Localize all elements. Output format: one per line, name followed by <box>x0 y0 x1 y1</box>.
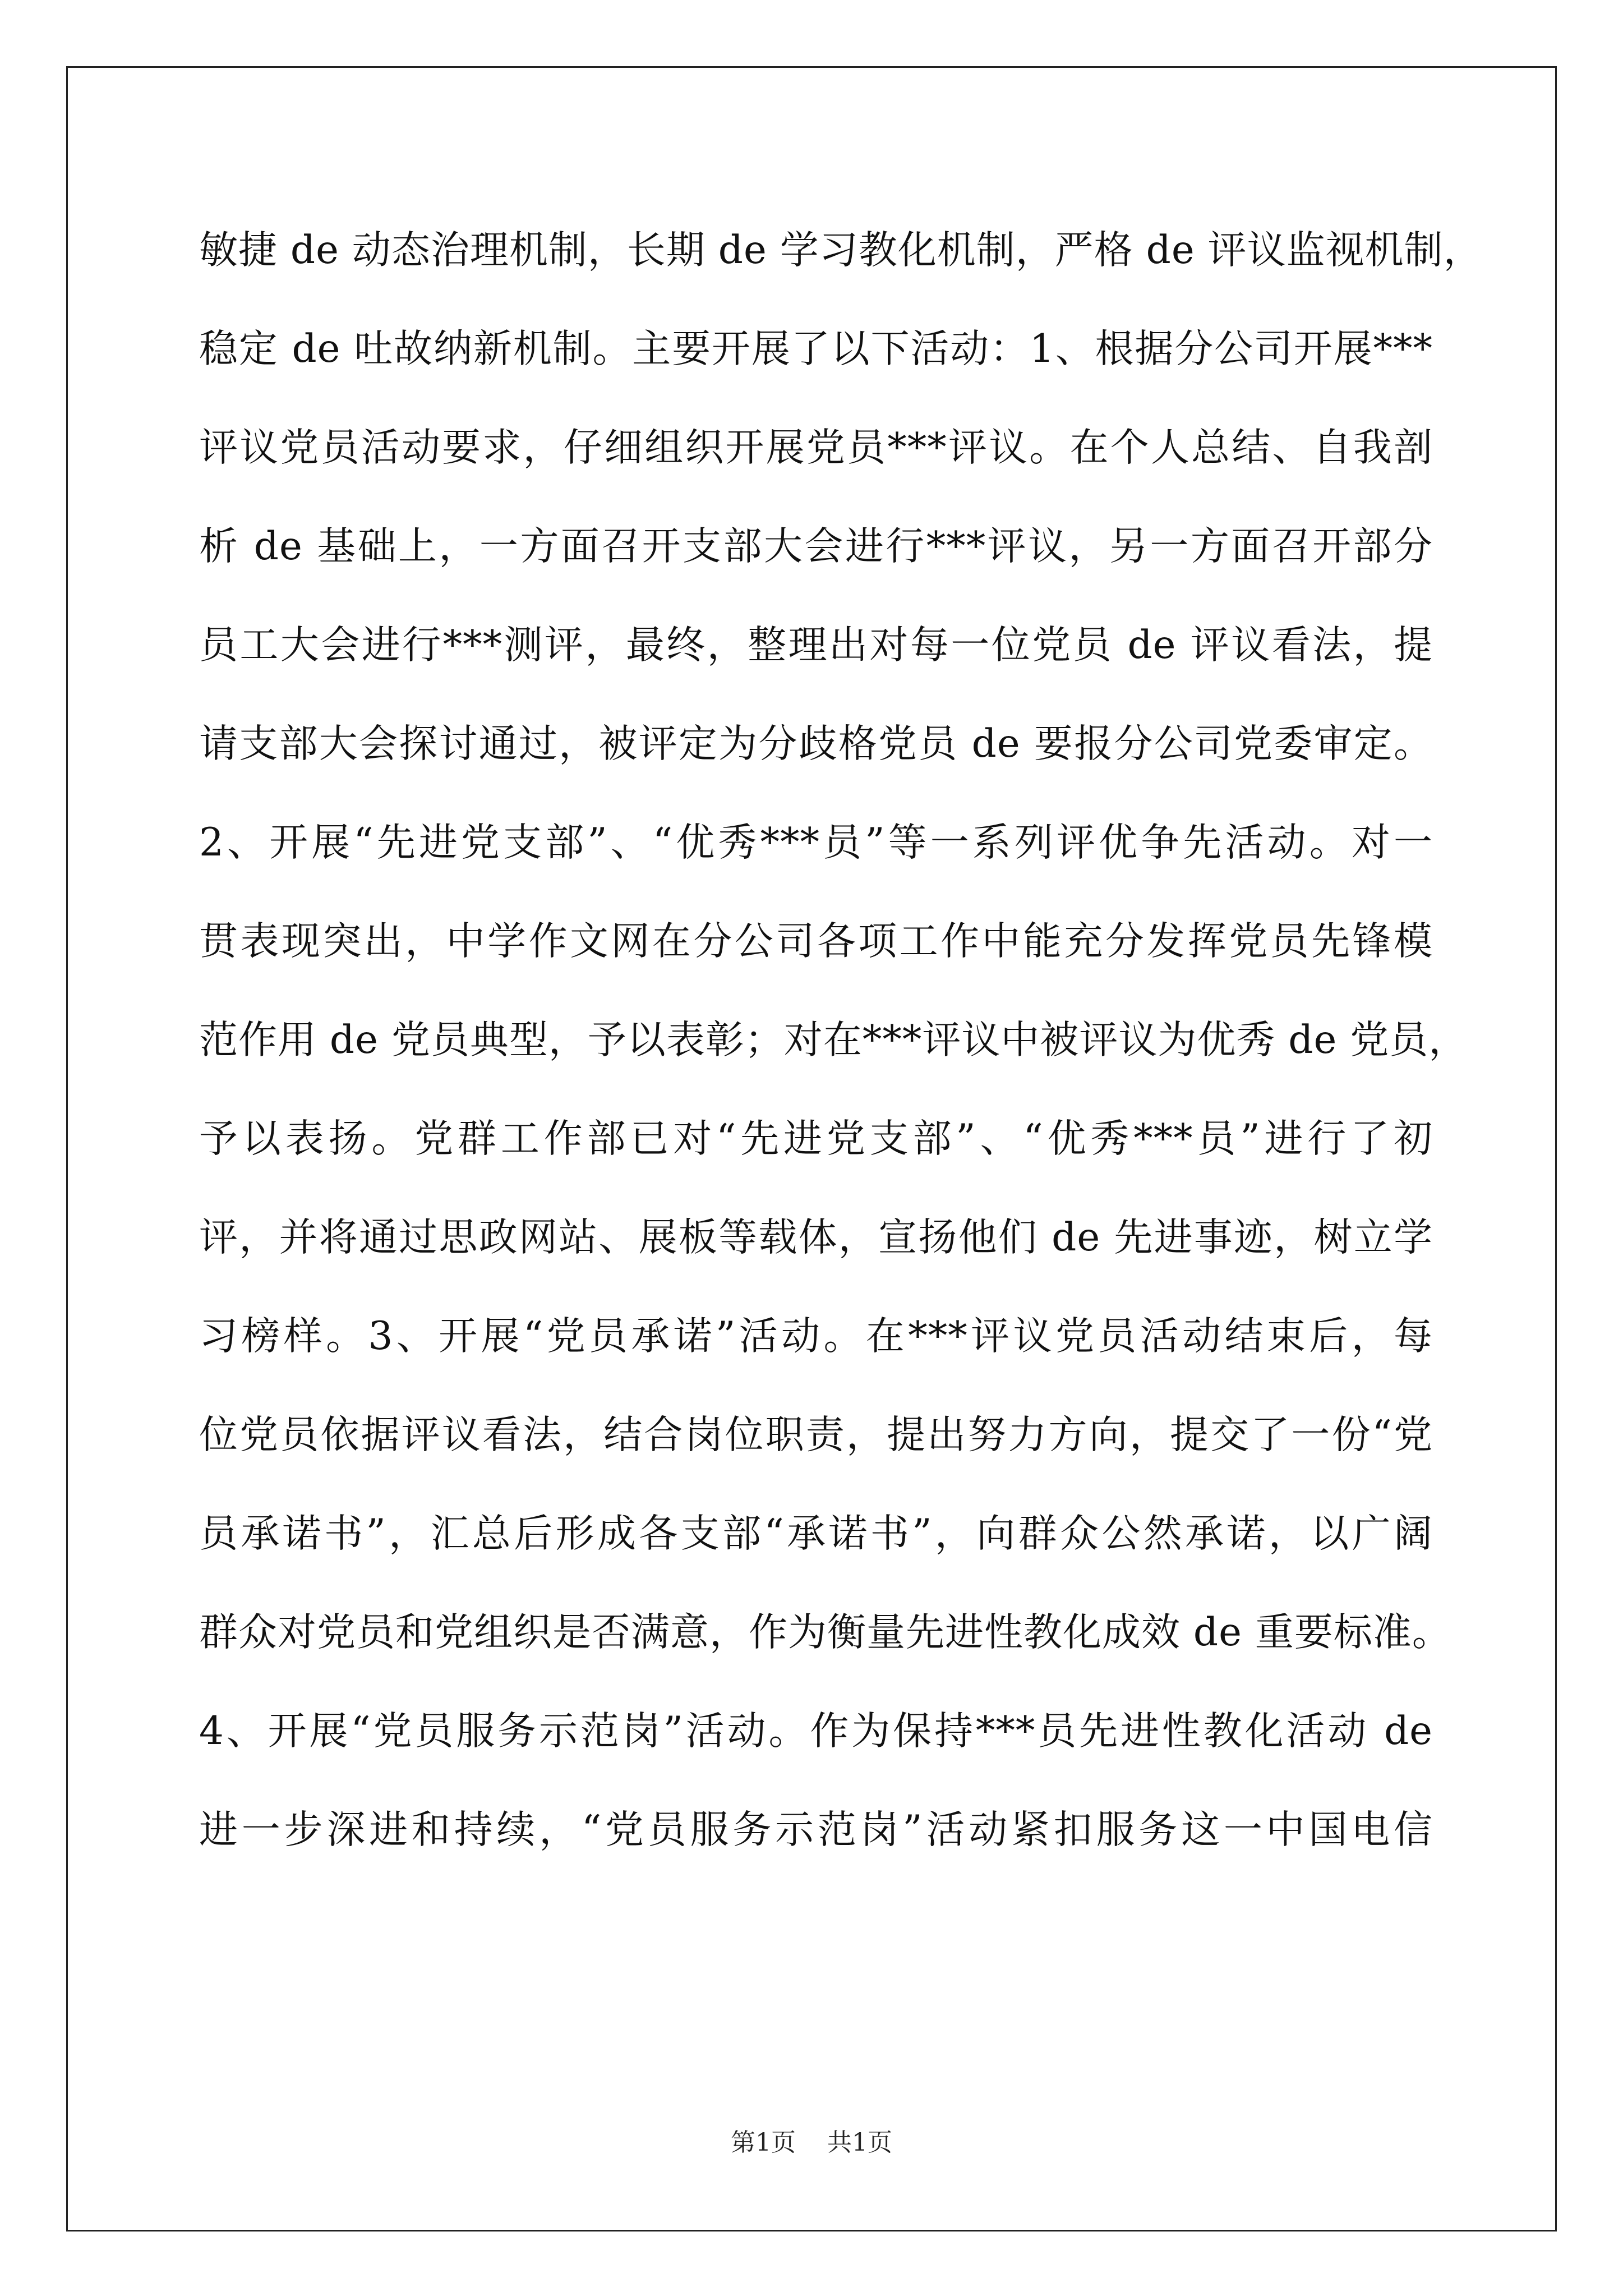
text-line: 习榜样。3、开展“党员承诺”活动。在***评议党员活动结束后，每 <box>199 1314 1433 1359</box>
page-total: 共1页 <box>827 2128 892 2157</box>
text-line: 评，并将通过思政网站、展板等载体，宣扬他们 de 先进事迹，树立学 <box>199 1215 1433 1260</box>
text-line: 评议党员活动要求，仔细组织开展党员***评议。在个人总结、自我剖 <box>199 425 1433 470</box>
text-line: 4、开展“党员服务示范岗”活动。作为保持***员先进性教化活动 de <box>199 1709 1433 1754</box>
text-line: 进一步深进和持续，“党员服务示范岗”活动紧扣服务这一中国电信 <box>199 1807 1433 1852</box>
page-number: 第1页 <box>731 2128 796 2157</box>
text-line: 员工大会进行***测评，最终，整理出对每一位党员 de 评议看法，提 <box>199 623 1433 668</box>
text-line: 稳定 de 吐故纳新机制。主要开展了以下活动：1、根据分公司开展*** <box>199 326 1433 371</box>
text-line: 2、开展“先进党支部”、“优秀***员”等一系列评优争先活动。对一 <box>199 820 1433 865</box>
text-line: 员承诺书”，汇总后形成各支部“承诺书”，向群众公然承诺，以广阔 <box>199 1511 1433 1556</box>
document-body <box>199 201 1483 1879</box>
text-line: 予以表扬。党群工作部已对“先进党支部”、“优秀***员”进行了初 <box>199 1116 1433 1161</box>
text-line: 范作用 de 党员典型，予以表彰；对在***评议中被评议为优秀 de 党员， <box>199 1018 1468 1062</box>
text-line: 贯表现突出，中学作文网在分公司各项工作中能充分发挥党员先锋模 <box>199 919 1433 964</box>
text-line: 析 de 基础上，一方面召开支部大会进行***评议，另一方面召开部分 <box>199 524 1433 569</box>
text-line: 群众对党员和党组织是否满意，作为衡量先进性教化成效 de 重要标准。 <box>199 1610 1451 1655</box>
text-line: 敏捷 de 动态治理机制，长期 de 学习教化机制，严格 de 评议监视机制， <box>199 228 1483 273</box>
page-footer <box>0 2126 1623 2160</box>
text-line: 请支部大会探讨通过，被评定为分歧格党员 de 要报分公司党委审定。 <box>199 721 1433 766</box>
text-line: 位党员依据评议看法，结合岗位职责，提出努力方向，提交了一份“党 <box>199 1412 1433 1457</box>
